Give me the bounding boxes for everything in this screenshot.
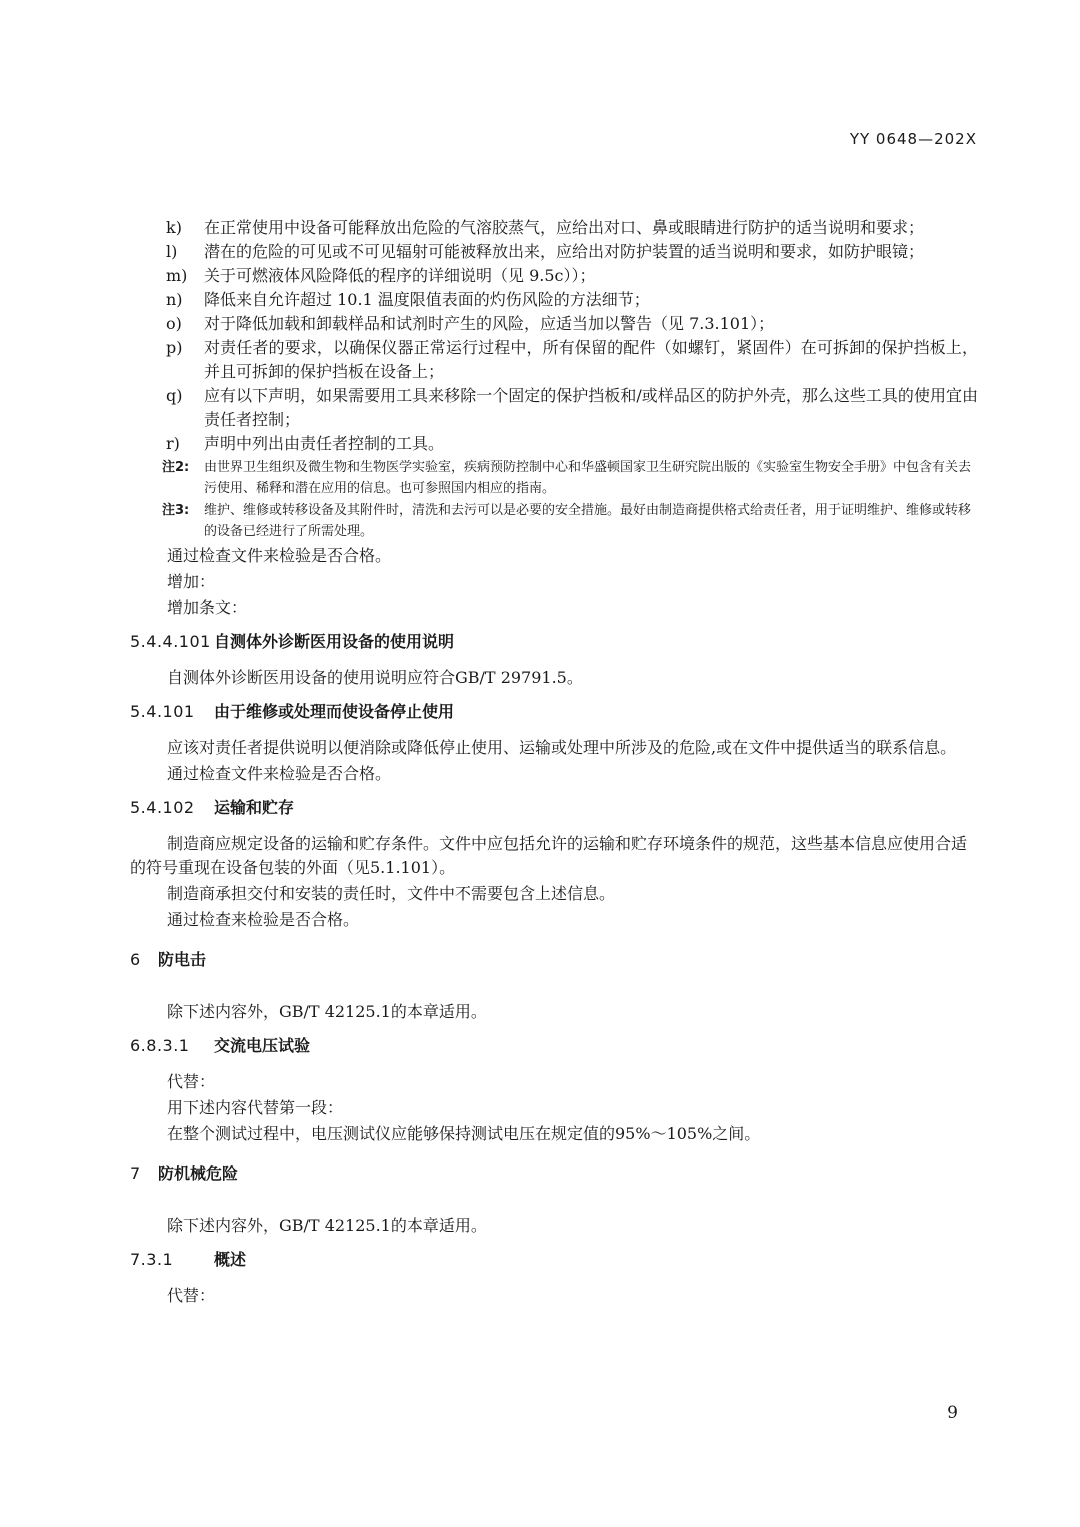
standard-code: YY 0648—202X [849, 130, 977, 148]
compliance-check-text: 通过检查文件来检验是否合格。 [167, 764, 392, 783]
section-body: 在整个测试过程中，电压测试仪应能够保持测试电压在规定值的95%～105%之间。 [167, 1124, 761, 1143]
section-title: 交流电压试验 [214, 1036, 311, 1055]
list-item-text: 潜在的危险的可见或不可见辐射可能被释放出来，应给出对防护装置的适当说明和要求，如防护眼镜； [204, 242, 925, 261]
section-number: 7 [130, 1164, 141, 1183]
replace-label: 代替： [167, 1286, 216, 1305]
list-marker: o) [166, 314, 182, 333]
list-item [130, 240, 978, 264]
list-item-text: 应有以下声明，如果需要用工具来移除一个固定的保护挡板和/或样品区的防护外壳，那么这些工具的使用宜由责任者控制； [204, 386, 978, 429]
list-marker: m) [166, 266, 188, 285]
list-item-text: 降低来自允许超过 10.1 温度限值表面的灼伤风险的方法细节； [204, 290, 650, 309]
add-clause-label: 增加条文： [167, 598, 248, 617]
section-body: 制造商承担交付和安装的责任时，文件中不需要包含上述信息。 [167, 884, 616, 903]
note-text: 由世界卫生组织及微生物和生物医学实验室，疾病预防控制中心和华盛顿国家卫生研究院出版的《实验室生物安全手册》中包含有关去污使用、稀释和潜在应用的信息。也可参照国内相应的指南。 [204, 460, 972, 496]
list-item [130, 288, 978, 312]
section-title: 运输和贮存 [214, 798, 295, 817]
section-number: 7.3.1 [130, 1250, 174, 1269]
section-title: 概述 [214, 1250, 247, 1269]
section-heading-6 [130, 948, 978, 972]
add-label: 增加： [167, 572, 216, 591]
note-text: 维护、维修或转移设备及其附件时，清洗和去污可以是必要的安全措施。最好由制造商提供格式给责任者，用于证明维护、维修或转移的设备已经进行了所需处理。 [204, 503, 972, 539]
note [130, 501, 978, 542]
list-item-text: 在正常使用中设备可能释放出危险的气溶胶蒸气，应给出对口、鼻或眼睛进行防护的适当说明和要求； [204, 218, 925, 237]
replace-first-label: 用下述内容代替第一段： [167, 1098, 344, 1117]
list-item [130, 432, 978, 456]
list-item-text: 对于降低加载和卸载样品和试剂时产生的风险，应适当加以警告（见 7.3.101）； [204, 314, 775, 333]
section-number: 6 [130, 950, 141, 969]
section-heading-6-8-3-1 [130, 1034, 978, 1058]
list-marker: p) [166, 338, 183, 357]
list-item [130, 336, 978, 384]
compliance-check-text: 通过检查来检验是否合格。 [167, 910, 360, 929]
list-marker: q) [166, 386, 183, 405]
section-heading-5-4-102 [130, 796, 978, 820]
list-item-text: 关于可燃液体风险降低的程序的详细说明（见 9.5c））； [204, 266, 596, 285]
section-title: 防机械危险 [158, 1164, 239, 1183]
section-number: 5.4.102 [130, 798, 195, 817]
section-heading-5-4-101 [130, 700, 978, 724]
section-body: 除下述内容外，GB/T 42125.1的本章适用。 [167, 1216, 487, 1235]
list-item [130, 264, 978, 288]
list-marker: n) [166, 290, 183, 309]
section-title: 由于维修或处理而使设备停止使用 [214, 702, 455, 721]
requirements-list [130, 216, 978, 456]
note-label: 注2: [162, 460, 190, 475]
list-item [130, 216, 978, 240]
section-heading-7-3-1 [130, 1248, 978, 1272]
page-number: 9 [947, 1403, 958, 1423]
list-item [130, 384, 978, 432]
note [130, 458, 978, 499]
document-body [130, 216, 978, 1308]
section-body: 自测体外诊断医用设备的使用说明应符合GB/T 29791.5。 [167, 668, 583, 687]
section-number: 5.4.4.101 [130, 632, 211, 651]
notes-block [130, 458, 978, 542]
list-item-text: 声明中列出由责任者控制的工具。 [204, 434, 445, 453]
list-item [130, 312, 978, 336]
replace-label: 代替： [167, 1072, 216, 1091]
section-body: 除下述内容外，GB/T 42125.1的本章适用。 [167, 1002, 487, 1021]
compliance-check-text: 通过检查文件来检验是否合格。 [167, 546, 392, 565]
list-item-text: 对责任者的要求，以确保仪器正常运行过程中，所有保留的配件（如螺钉，紧固件）在可拆卸的保护挡板上，并且可拆卸的保护挡板在设备上； [204, 338, 978, 381]
list-marker: l) [166, 242, 178, 261]
section-title: 自测体外诊断医用设备的使用说明 [214, 632, 455, 651]
list-marker: r) [166, 434, 180, 453]
section-number: 5.4.101 [130, 702, 195, 721]
list-marker: k) [166, 218, 182, 237]
note-label: 注3: [162, 503, 190, 518]
section-heading-7 [130, 1162, 978, 1186]
section-body: 制造商应规定设备的运输和贮存条件。文件中应包括允许的运输和贮存环境条件的规范，这些基本信息应使用合适的符号重现在设备包装的外面（见5.1.101）。 [130, 834, 968, 877]
section-number: 6.8.3.1 [130, 1036, 190, 1055]
section-heading-5-4-4-101 [130, 630, 978, 654]
section-body: 应该对责任者提供说明以便消除或降低停止使用、运输或处理中所涉及的危险,或在文件中提供适当的联系信息。 [167, 738, 957, 757]
section-title: 防电击 [158, 950, 207, 969]
